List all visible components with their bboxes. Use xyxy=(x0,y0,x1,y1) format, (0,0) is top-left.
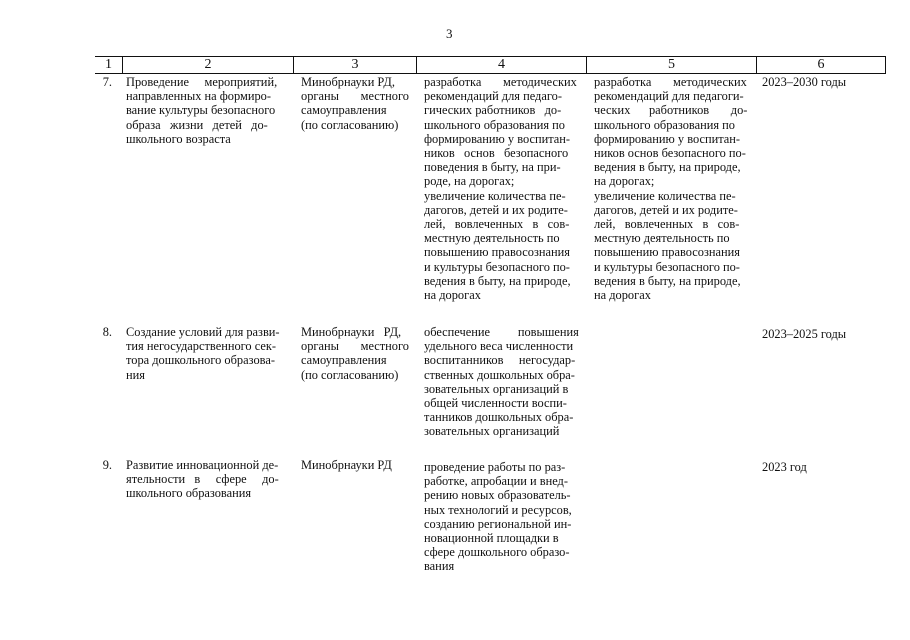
row-term: 2023 год xyxy=(762,460,807,474)
row-event: Проведение мероприятий, направленных на формиро- вание культуры безопасного образа жизни детей до- школьного возраста xyxy=(126,75,278,146)
row-term: 2023–2030 годы xyxy=(762,75,847,89)
row-executor: Минобрнауки РД, органы местного самоуправления (по согласованию) xyxy=(301,325,409,382)
row-result: проведение работы по раз- работке, апробации и внед- рению новых образователь- ных технологий и ресурсов, созданию региональной ин- новационной площадки в сфере дошкольного образо- вания xyxy=(424,460,572,574)
row-number: 7. xyxy=(102,75,112,89)
row-number: 8. xyxy=(102,325,112,339)
table-header xyxy=(95,56,886,74)
row-event: Создание условий для разви- тия негосударственного сек- тора дошкольного образова- ния xyxy=(126,325,280,382)
row-indicator: разработка методических рекомендаций для педагоги- ческих работников до- школьного образования по формированию у воспитан- ников основ безопасного по- ведения в быту, на природе, на дорогах; увеличение количества пе- дагогов, детей и их родите- лей, вовлеченных в сов- местную деятельность по повышению правосознания и культуры безопасного по- ведения в быту, на природе, на дорогах xyxy=(594,75,748,303)
row-term: 2023–2025 годы xyxy=(762,327,847,341)
col-header-2: 2 xyxy=(122,57,293,73)
row-event: Развитие инновационной де- ятельности в сфере до- школьного образования xyxy=(126,458,279,501)
row-executor: Минобрнауки РД, органы местного самоуправления (по согласованию) xyxy=(301,75,409,132)
page-number: 3 xyxy=(446,26,453,41)
row-executor: Минобрнауки РД xyxy=(301,458,392,472)
row-result: обеспечение повышения удельного веса численности воспитанников негосудар- ственных дошкольных обра- зовательных организаций в общей численности воспи- танников дошкольных обра- зовательных организаций xyxy=(424,325,579,439)
row-number: 9. xyxy=(102,458,112,472)
col-header-5: 5 xyxy=(586,57,756,73)
row-result: разработка методических рекомендаций для педаго- гических работников до- школьного образования по формированию у воспитан- ников основ безопасного поведения в быту, на при- роде, на дорогах; увеличение количества пе- дагогов, детей и их родите- лей, вовлеченных в сов- местную деятельность по повышению правосознания и культуры безопасного по- ведения в быту, на природе, на дорогах xyxy=(424,75,577,303)
col-header-1: 1 xyxy=(105,57,112,72)
col-header-6: 6 xyxy=(756,57,885,73)
col-header-4: 4 xyxy=(416,57,586,73)
col-header-3: 3 xyxy=(293,57,416,73)
